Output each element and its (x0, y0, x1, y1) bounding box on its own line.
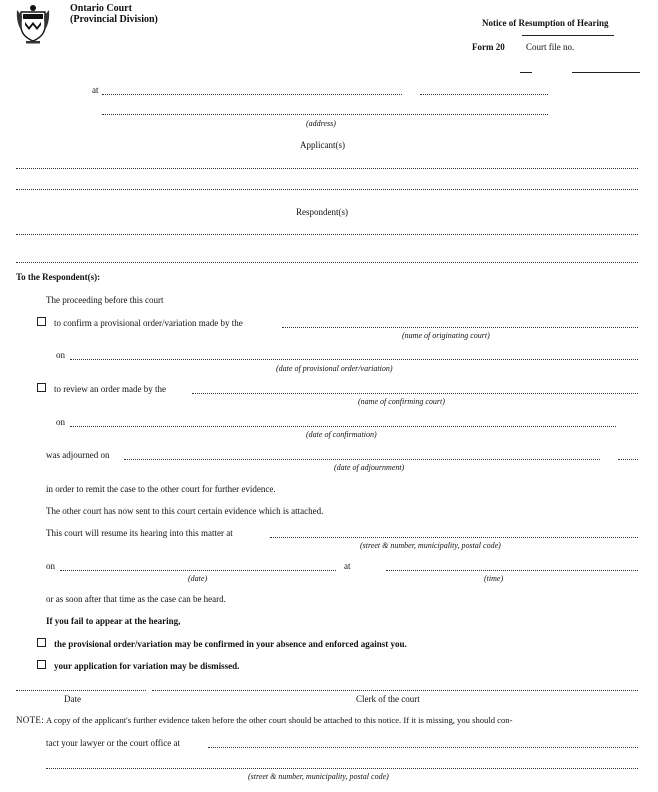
adjournment-date-caption: (date of adjournment) (334, 463, 405, 472)
clerk-label: Clerk of the court (356, 694, 420, 704)
originating-court-field[interactable] (282, 327, 638, 328)
date-label: Date (64, 694, 81, 704)
respondents-label: Respondent(s) (296, 207, 348, 217)
court-office-address-caption: (street & number, municipality, postal code) (248, 772, 389, 781)
provisional-order-date-caption: (date of provisional order/variation) (276, 364, 393, 373)
ontario-coat-of-arms-icon (16, 4, 50, 44)
court-office-address-field-2[interactable] (46, 768, 638, 769)
form-title: Notice of Resumption of Hearing (482, 18, 609, 28)
respondent-name-line-1[interactable] (16, 234, 638, 235)
applicant-name-line-2[interactable] (16, 189, 638, 190)
hearing-time-field[interactable] (386, 570, 638, 571)
confirming-court-caption: (name of confirming court) (358, 397, 445, 406)
form-number: Form 20 (472, 42, 505, 52)
court-division: (Provincial Division) (70, 14, 158, 25)
clerk-signature-field[interactable] (152, 690, 638, 691)
hearing-date-field[interactable] (60, 570, 336, 571)
adjournment-date-field[interactable] (124, 459, 600, 460)
consequence2-text: your application for variation may be dismissed. (54, 661, 240, 671)
signature-date-field[interactable] (16, 690, 146, 691)
applicant-address-field-2[interactable] (420, 94, 548, 95)
option1-text: to confirm a provisional order/variation made by the (54, 318, 243, 328)
on-label-3: on (46, 561, 55, 571)
note-line2: tact your lawyer or the court office at (46, 738, 181, 748)
time-caption: (time) (484, 574, 504, 583)
resume-location-caption: (street & number, municipality, postal code) (360, 541, 501, 550)
applicant-name-line-1[interactable] (16, 168, 638, 169)
consequence2-checkbox[interactable] (37, 660, 46, 669)
court-file-label: Court file no. (526, 42, 575, 52)
confirmation-date-caption: (date of confirmation) (306, 430, 377, 439)
applicant-address-field-3[interactable] (102, 114, 548, 115)
provisional-order-date-field[interactable] (70, 359, 638, 360)
resume-text: This court will resume its hearing into this matter at (46, 528, 233, 538)
confirm-provisional-order-checkbox[interactable] (37, 317, 46, 326)
address-caption: (address) (306, 119, 336, 128)
soon-after-text: or as soon after that time as the case can be heard. (46, 594, 226, 604)
court-file-number-field[interactable] (572, 72, 640, 73)
on-label-2: on (56, 417, 65, 427)
to-respondents-heading: To the Respondent(s): (16, 272, 101, 282)
resume-location-field[interactable] (270, 537, 638, 538)
consequence1-text: the provisional order/variation may be confirmed in your absence and enforced against you. (54, 639, 407, 649)
option2-text: to review an order made by the (54, 384, 166, 394)
note-label: NOTE: (16, 715, 44, 725)
note-line1: A copy of the applicant's further evidence taken before the other court should be attached to this notice. If it is missing, you should con- (46, 715, 513, 725)
fail-to-appear-text: If you fail to appear at the hearing, (46, 616, 181, 626)
date-caption: (date) (188, 574, 208, 583)
adjourned-text: was adjourned on (46, 450, 110, 460)
court-file-prefix-field[interactable] (520, 72, 532, 73)
on-label-1: on (56, 350, 65, 360)
respondent-name-line-2[interactable] (16, 262, 638, 263)
court-name: Ontario Court (70, 3, 132, 14)
confirming-court-field[interactable] (192, 393, 638, 394)
at-label-small: at (344, 561, 351, 571)
confirmation-date-field[interactable] (70, 426, 616, 427)
originating-court-caption: (name of originating court) (402, 331, 490, 340)
applicants-label: Applicant(s) (300, 140, 345, 150)
at-label: at (92, 85, 99, 95)
remit-text: in order to remit the case to the other court for further evidence. (46, 484, 276, 494)
court-office-address-field[interactable] (208, 747, 638, 748)
evidence-text: The other court has now sent to this court certain evidence which is attached. (46, 506, 324, 516)
applicant-address-field-1[interactable] (102, 94, 402, 95)
adjournment-date-field-end[interactable] (618, 459, 638, 460)
form-title-rule (522, 35, 614, 36)
proceeding-intro: The proceeding before this court (46, 295, 164, 305)
consequence1-checkbox[interactable] (37, 638, 46, 647)
review-order-checkbox[interactable] (37, 383, 46, 392)
